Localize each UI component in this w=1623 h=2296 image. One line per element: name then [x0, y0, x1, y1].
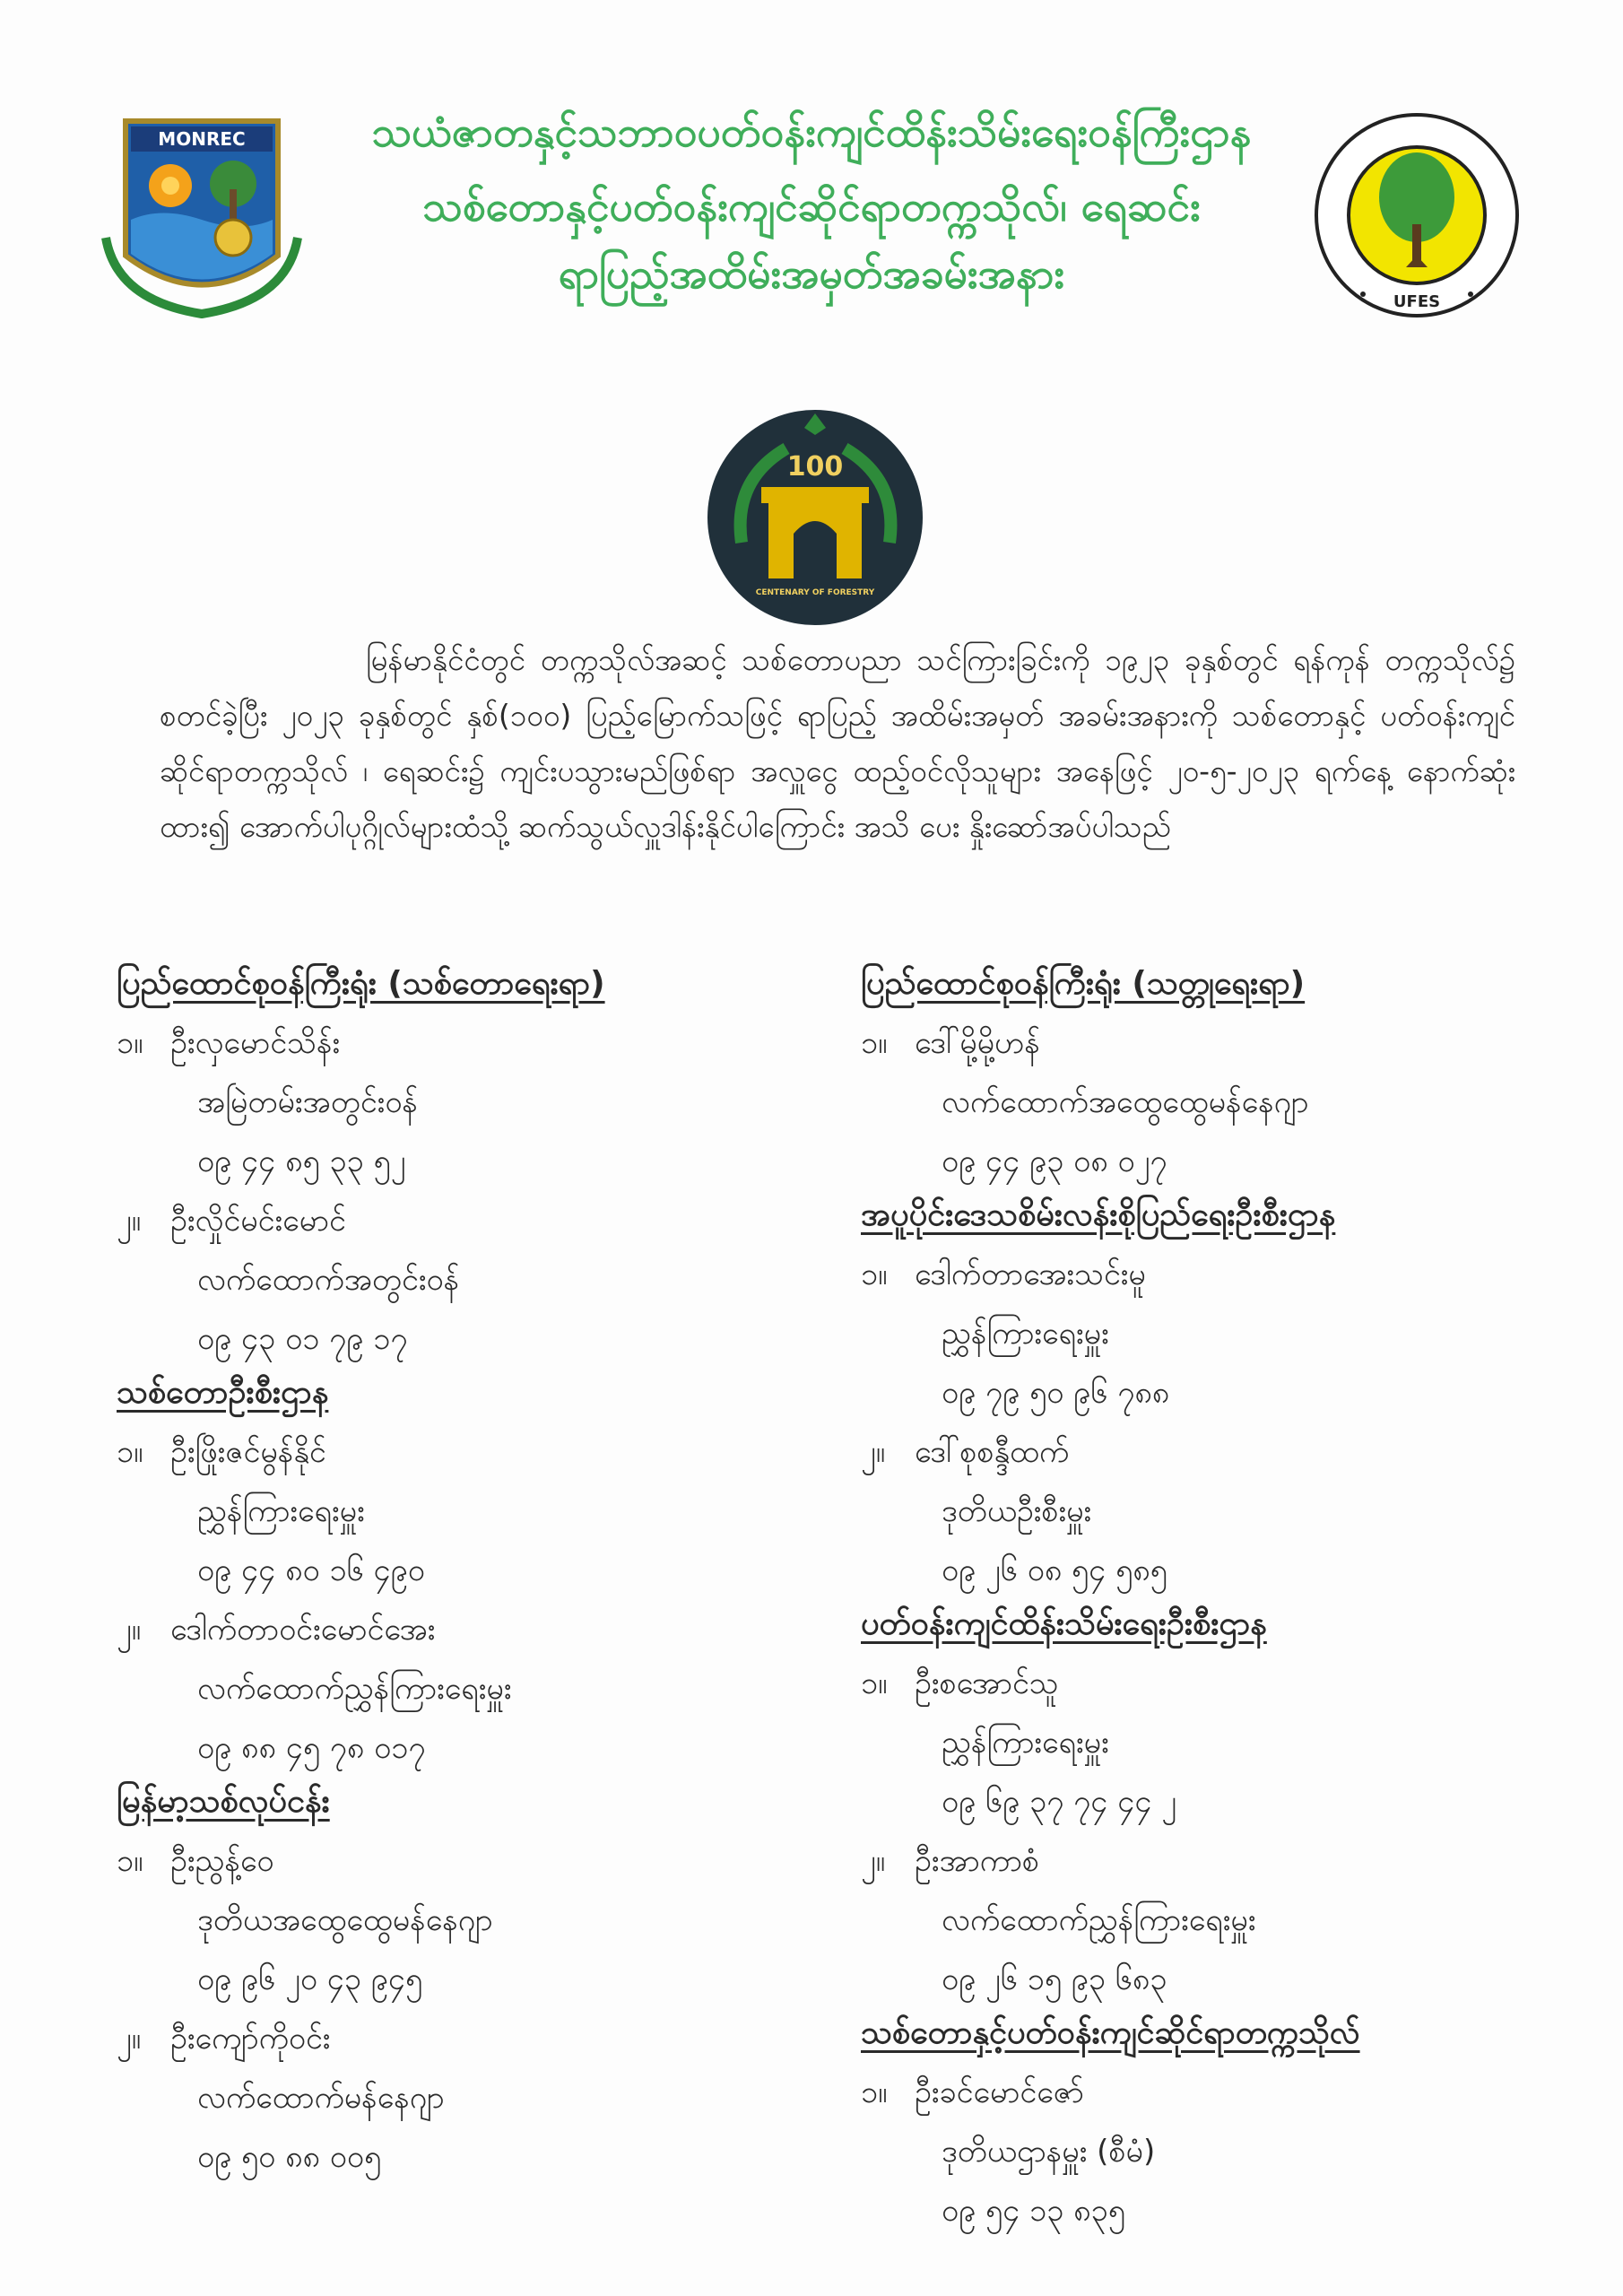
centenary-logo: [706, 408, 925, 628]
contact-role: ညွှန်ကြားရေးမှူး: [942, 1725, 1109, 1761]
contact-phone: ၀၉ ၆၉ ၃၇ ၇၄ ၄၄ ၂: [942, 1784, 1176, 1820]
contacts-right-column: [861, 960, 1560, 2240]
contact-entry: ၂။ ဒေါ်စုစန္ဒီထက် ဒုတိယဦးစီးမှူး ၀၉ ၂၆ ၀၈ ၅၄ ၅၈၅: [861, 1422, 1560, 1600]
section-title: သစ်တောနှင့်ပတ်ဝန်းကျင်ဆိုင်ရာတက္ကသိုလ်: [861, 2014, 1360, 2051]
monrec-logo: [99, 103, 305, 318]
section-title: ပတ်ဝန်းကျင်ထိန်းသိမ်းရေးဦးစီးဌာန: [861, 1605, 1267, 1642]
contact-entry: ၁။ ဒေါက်တာအေးသင်းမူ ညွှန်ကြားရေးမှူး ၀၉ ၇၉ ၅၀ ၉၆ ၇၈၈: [861, 1245, 1560, 1422]
contact-entry: ၂။ ဦးလှိုင်မင်းမောင် လက်ထောက်အတွင်းဝန် ၀၉ ၄၃ ၀၁ ၇၉ ၁၇: [117, 1191, 798, 1369]
contact-entry: ၁။ ဦးလှမောင်သိန်း အမြဲတမ်းအတွင်းဝန် ၀၉ ၄၄ ၈၅ ၃၃ ၅၂: [117, 1013, 798, 1191]
contact-name: ဒေါက်တာအေးသင်းမူ: [915, 1257, 1146, 1292]
header-ministry: သယံဇာတနှင့်သဘာဝပတ်ဝန်းကျင်ထိန်းသိမ်းရေးဝန်ကြီးဌာန: [371, 108, 1252, 156]
contact-name: ဦးဖြိုးဇင်မွန်နိုင်: [170, 1434, 326, 1470]
header-ceremony: ရာပြည့်အထိမ်းအမှတ်အခမ်းအနား: [558, 249, 1065, 298]
contact-phone: ၀၉ ၄၄ ၈၀ ၁၆ ၄၉၀: [197, 1552, 425, 1588]
contact-phone: ၀၉ ၅၄ ၁၃ ၈၃၅: [942, 2193, 1125, 2229]
contact-name: ဒေါက်တာဝင်းမောင်အေး: [170, 1612, 436, 1648]
contact-entry: ၂။ ဒေါက်တာဝင်းမောင်အေး လက်ထောက်ညွှန်ကြားရေးမှူး ၀၉ ၈၈ ၄၅ ၇၈ ၀၁၇: [117, 1600, 798, 1778]
contact-entry: ၁။ ဦးစအောင်သူ ညွှန်ကြားရေးမှူး ၀၉ ၆၉ ၃၇ ၇၄ ၄၄ ၂: [861, 1654, 1560, 1831]
contact-entry: ၂။ ဦးကျော်ကိုဝင်း လက်ထောက်မန်နေဂျာ ၀၉ ၅၀ ၈၈ ၀၀၅: [117, 2009, 798, 2187]
contacts-left-column: [117, 960, 798, 2187]
contact-role: ဒုတိယအထွေထွေမန်နေဂျာ: [197, 1902, 493, 1938]
contact-role: ဒုတိယဦးစီးမှူး: [942, 1493, 1092, 1529]
contact-name: ဦးလှမောင်သိန်း: [170, 1025, 341, 1061]
section-title: ပြည်ထောင်စုဝန်ကြီးရုံး (သတ္တုရေးရာ): [861, 965, 1306, 1002]
contact-phone: ၀၉ ၂၆ ၁၅ ၉၃ ၆၈၃: [942, 1961, 1167, 1997]
contact-role: ညွှန်ကြားရေးမှူး: [197, 1493, 365, 1529]
contact-name: ဦးညွန့်ဝေ: [170, 1843, 274, 1879]
contact-name: ဦးအာကာစံ: [915, 1843, 1040, 1879]
contact-phone: ၀၉ ၂၆ ၀၈ ၅၄ ၅၈၅: [942, 1552, 1167, 1588]
contact-role: လက်ထောက်ညွှန်ကြားရေးမှူး: [197, 1671, 512, 1707]
contact-phone: ၀၉ ၈၈ ၄၅ ၇၈ ၀၁၇: [197, 1730, 426, 1766]
contact-entry: ၁။ ဦးညွန့်ဝေ ဒုတိယအထွေထွေမန်နေဂျာ ၀၉ ၉၆ ၂၀ ၄၃ ၉၄၅: [117, 1831, 798, 2009]
contact-phone: ၀၉ ၄၄ ၉၃ ၀၈ ၀၂၇: [942, 1144, 1167, 1179]
contact-role: လက်ထောက်ညွှန်ကြားရေးမှူး: [942, 1902, 1256, 1938]
contact-phone: ၀၉ ၉၆ ၂၀ ၄၃ ၉၄၅: [197, 1961, 423, 1997]
contact-entry: ၁။ ဒေါ်မို့မို့ဟန် လက်ထောက်အထွေထွေမန်နေဂျာ ၀၉ ၄၄ ၉၃ ၀၈ ၀၂၇: [861, 1013, 1560, 1191]
contact-entry: ၂။ ဦးအာကာစံ လက်ထောက်ညွှန်ကြားရေးမှူး ၀၉ ၂၆ ၁၅ ၉၃ ၆၈၃: [861, 1831, 1560, 2009]
contact-name: ဒေါ်မို့မို့ဟန်: [915, 1025, 1040, 1061]
svg-text:UFES: UFES: [1393, 292, 1441, 311]
contact-role: လက်ထောက်မန်နေဂျာ: [197, 2080, 445, 2116]
contact-role: အမြဲတမ်းအတွင်းဝန်: [197, 1084, 419, 1120]
contact-name: ဦးစအောင်သူ: [915, 1665, 1059, 1701]
contact-role: ဒုတိယဌာနမှူး (စီမံ): [942, 2134, 1156, 2170]
contact-entry: ၁။ ဦးခင်မောင်ဇော် ဒုတိယဌာနမှူး (စီမံ) ၀၉ ၅၄ ၁၃ ၈၃၅: [861, 2063, 1560, 2240]
contact-name: ဦးလှိုင်မင်းမောင်: [170, 1203, 346, 1239]
contact-phone: ၀၉ ၄၃ ၀၁ ၇၉ ၁၇: [197, 1321, 408, 1357]
contact-role: ညွှန်ကြားရေးမှူး: [942, 1316, 1109, 1352]
contact-phone: ၀၉ ၅၀ ၈၈ ၀၀၅: [197, 2139, 382, 2175]
contact-role: လက်ထောက်အတွင်းဝန်: [197, 1262, 460, 1298]
contact-name: ဦးခင်မောင်ဇော်: [915, 2074, 1084, 2110]
ufes-logo: [1309, 108, 1524, 323]
section-title: မြန်မာ့သစ်လုပ်ငန်း: [117, 1783, 330, 1820]
contact-phone: ၀၉ ၇၉ ၅၀ ၉၆ ၇၈၈: [942, 1375, 1170, 1411]
header-university: သစ်တောနှင့်ပတ်ဝန်းကျင်ဆိုင်ရာတက္ကသိုလ်၊ ရေဆင်း: [422, 182, 1201, 230]
svg-text:MONREC: MONREC: [158, 128, 246, 150]
section-title: အပူပိုင်းဒေသစိမ်းလန်းစိုပြည်ရေးဦးစီးဌာန: [861, 1196, 1336, 1233]
contact-phone: ၀၉ ၄၄ ၈၅ ၃၃ ၅၂: [197, 1144, 406, 1179]
contact-entry: ၁။ ဦးဖြိုးဇင်မွန်နိုင် ညွှန်ကြားရေးမှူး ၀၉ ၄၄ ၈၀ ၁၆ ၄၉၀: [117, 1422, 798, 1600]
svg-text:CENTENARY OF FORESTRY: CENTENARY OF FORESTRY: [755, 588, 875, 597]
contact-role: လက်ထောက်အထွေထွေမန်နေဂျာ: [942, 1084, 1309, 1120]
contact-name: ဦးကျော်ကိုဝင်း: [170, 2021, 331, 2057]
contact-name: ဒေါ်စုစန္ဒီထက်: [915, 1434, 1070, 1470]
intro-paragraph: မြန်မာနိုင်ငံတွင် တက္ကသိုလ်အဆင့် သစ်တောပညာ သင်ကြားခြင်းကို ၁၉၂၃ ခုနှစ်တွင် ရန်ကုန် တက္ကသိုလ်၌ စတင်ခဲ့ပြီး ၂၀၂၃ ခုနှစ်တွင် နှစ်(၁၀၀) ပြည့်မြောက်သဖြင့် ရာပြည့် အထိမ်းအမှတ် အခမ်းအနားကို သစ်တောနှင့် ပတ်ဝန်းကျင်ဆိုင်ရာတက္ကသိုလ် ၊ ရေဆင်း၌ ကျင်းပသွားမည်ဖြစ်ရာ အလှူငွေ ထည့်ဝင်လိုသူများ အနေဖြင့် ၂၀-၅-၂၀၂၃ ရက်နေ့ နောက်ဆုံးထား၍ အောက်ပါပုဂ္ဂိုလ်များထံသို့ ဆက်သွယ်လှူဒါန်းနိုင်ပါကြောင်း အသိ ပေး နှိုးဆော်အပ်ပါသည်: [160, 642, 1515, 844]
section-title: ပြည်ထောင်စုဝန်ကြီးရုံး (သစ်တောရေးရာ): [117, 965, 605, 1002]
section-title: သစ်တောဦးစီးဌာန: [117, 1374, 329, 1411]
svg-text:100: 100: [786, 451, 844, 483]
